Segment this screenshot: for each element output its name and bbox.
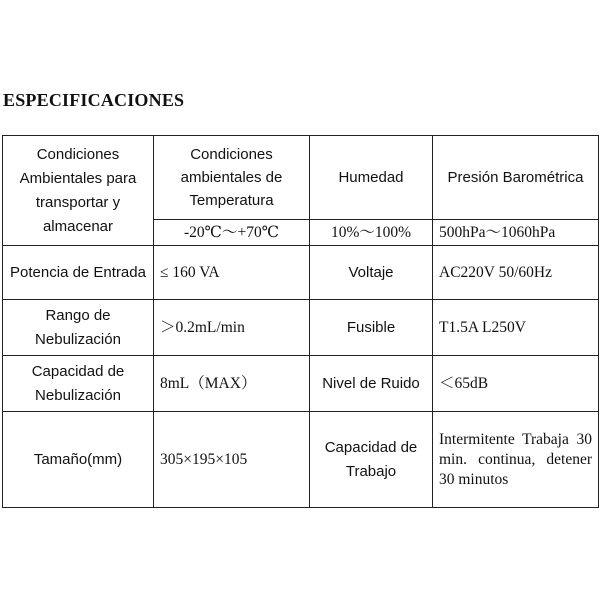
noise-level-value: ＜65dB xyxy=(433,356,599,412)
size-label: Tamaño(mm) xyxy=(3,412,154,508)
nebulization-rate-label: Rango de Nebulización xyxy=(3,300,154,356)
fuse-label: Fusible xyxy=(310,300,433,356)
temperature-header: Condiciones ambientales de Temperatura xyxy=(154,136,310,220)
voltage-value: AC220V 50/60Hz xyxy=(433,246,599,300)
power-value: ≤ 160 VA xyxy=(154,246,310,300)
page-title: ESPECIFICACIONES xyxy=(3,90,185,110)
nebulization-capacity-value: 8mL（MAX） xyxy=(154,356,310,412)
voltage-label: Voltaje xyxy=(310,246,433,300)
table-row-nebulization-capacity xyxy=(3,356,599,412)
temperature-value: -20℃～+70℃ xyxy=(154,220,310,246)
nebulization-rate-value: ＞0.2mL/min xyxy=(154,300,310,356)
table-row-size xyxy=(3,412,599,508)
table-row-nebulization-rate xyxy=(3,300,599,356)
environment-conditions-label: Condiciones Ambientales para transportar y almacenar xyxy=(3,136,154,246)
fuse-value: T1.5A L250V xyxy=(433,300,599,356)
power-label: Potencia de Entrada xyxy=(3,246,154,300)
size-value: 305×195×105 xyxy=(154,412,310,508)
work-capacity-value: Intermitente Trabaja 30 min. continua, detener 30 minutos xyxy=(433,412,599,508)
humidity-header: Humedad xyxy=(310,136,433,220)
pressure-header: Presión Barométrica xyxy=(433,136,599,220)
specifications-table xyxy=(2,135,599,508)
pressure-value: 500hPa～1060hPa xyxy=(433,220,599,246)
table-row-power xyxy=(3,246,599,300)
humidity-value: 10%～100% xyxy=(310,220,433,246)
nebulization-capacity-label: Capacidad de Nebulización xyxy=(3,356,154,412)
work-capacity-label: Capacidad de Trabajo xyxy=(310,412,433,508)
table-row-environment-headers xyxy=(3,136,599,220)
noise-level-label: Nivel de Ruido xyxy=(310,356,433,412)
